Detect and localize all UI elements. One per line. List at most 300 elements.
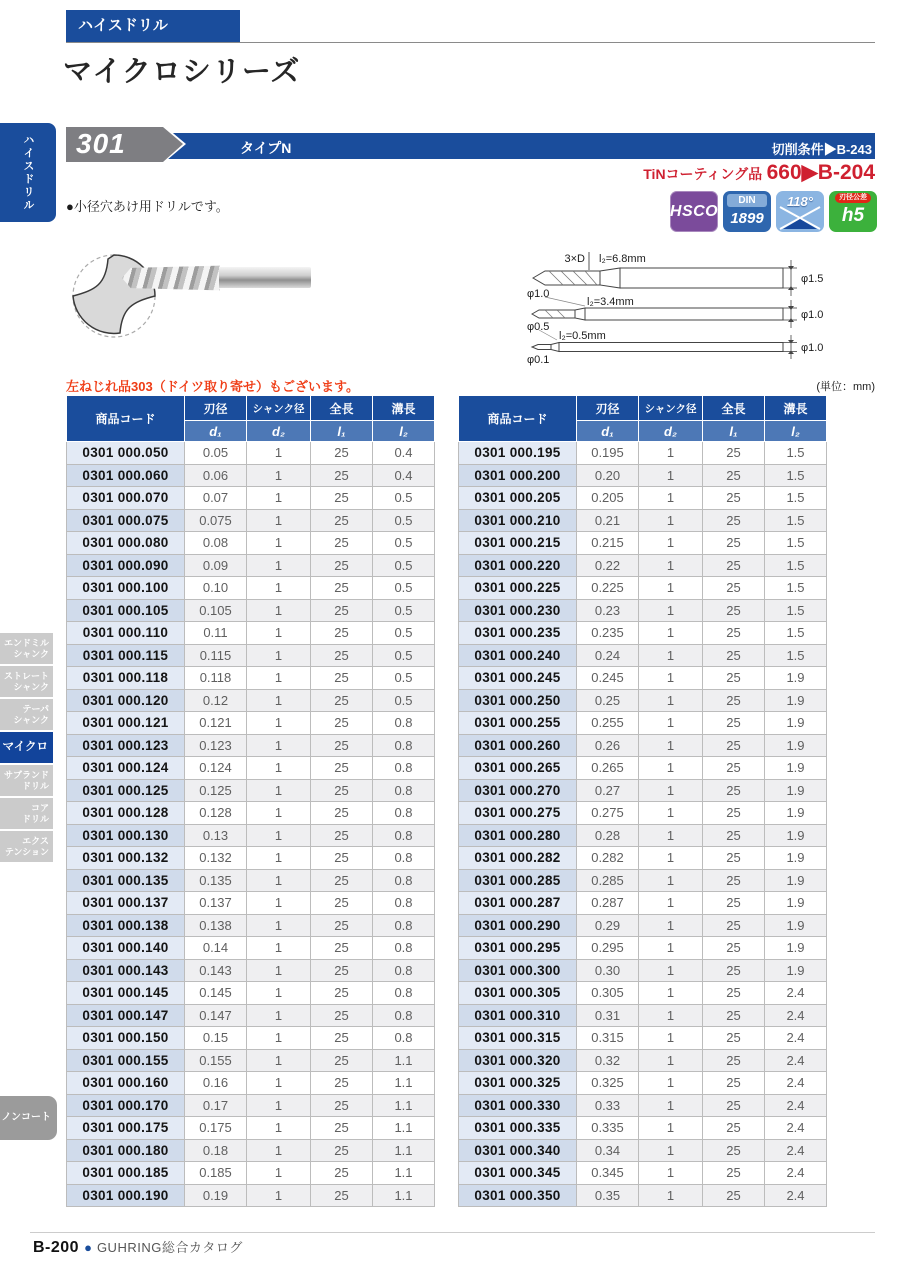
value-cell: 0.8 bbox=[373, 914, 435, 937]
value-cell: 0.132 bbox=[185, 847, 247, 870]
spec-table-right bbox=[458, 395, 827, 1207]
table-row bbox=[67, 1162, 435, 1185]
value-cell: 25 bbox=[311, 1049, 373, 1072]
left-hand-note: 左ねじれ品303（ドイツ取り寄せ）もございます。 bbox=[66, 379, 360, 394]
value-cell: 25 bbox=[311, 667, 373, 690]
spec-badges bbox=[670, 191, 877, 232]
value-cell: 0.19 bbox=[185, 1184, 247, 1207]
value-cell: 0.305 bbox=[577, 982, 639, 1005]
value-cell: 1.9 bbox=[765, 779, 827, 802]
product-code-cell: 0301 000.170 bbox=[67, 1094, 185, 1117]
value-cell: 2.4 bbox=[765, 1117, 827, 1140]
value-cell: 25 bbox=[311, 464, 373, 487]
table-row bbox=[67, 734, 435, 757]
value-cell: 2.4 bbox=[765, 1184, 827, 1207]
col-header-diameter: 刃径 bbox=[185, 396, 247, 421]
col-symbol-d2: d₂ bbox=[247, 421, 311, 442]
table-row bbox=[67, 554, 435, 577]
value-cell: 0.8 bbox=[373, 869, 435, 892]
footer-catalog-name: GUHRING総合カタログ bbox=[96, 1240, 243, 1255]
table-row bbox=[459, 667, 827, 690]
value-cell: 1 bbox=[247, 442, 311, 465]
value-cell: 25 bbox=[703, 1184, 765, 1207]
diagram-row1-dia-left: φ1.0 bbox=[527, 288, 550, 300]
table-row bbox=[459, 734, 827, 757]
value-cell: 1 bbox=[247, 892, 311, 915]
col-header-flute-length: 溝長 bbox=[765, 396, 827, 421]
value-cell: 0.27 bbox=[577, 779, 639, 802]
value-cell: 25 bbox=[703, 532, 765, 555]
value-cell: 1 bbox=[247, 554, 311, 577]
table-row bbox=[459, 1027, 827, 1050]
value-cell: 1 bbox=[247, 622, 311, 645]
product-code-cell: 0301 000.305 bbox=[459, 982, 577, 1005]
table-row bbox=[67, 577, 435, 600]
sidebar-item-label: ドリル bbox=[21, 780, 49, 791]
value-cell: 25 bbox=[311, 1027, 373, 1050]
sidebar-tab-hss-drill: ハイスドリル bbox=[0, 123, 56, 222]
value-cell: 25 bbox=[311, 959, 373, 982]
value-cell: 0.8 bbox=[373, 847, 435, 870]
footer-rule bbox=[30, 1232, 875, 1233]
product-code-cell: 0301 000.138 bbox=[67, 914, 185, 937]
value-cell: 2.4 bbox=[765, 1139, 827, 1162]
value-cell: 1.5 bbox=[765, 464, 827, 487]
value-cell: 1.1 bbox=[373, 1117, 435, 1140]
sidebar-item-straight-shank bbox=[0, 666, 53, 697]
value-cell: 0.5 bbox=[373, 554, 435, 577]
value-cell: 0.05 bbox=[185, 442, 247, 465]
value-cell: 1 bbox=[639, 1027, 703, 1050]
value-cell: 25 bbox=[703, 757, 765, 780]
cutting-conditions-ref: 切削条件▶B-243 bbox=[771, 142, 872, 157]
footer-page-number: B-200 bbox=[33, 1239, 80, 1256]
value-cell: 1 bbox=[247, 1162, 311, 1185]
footer bbox=[33, 1237, 243, 1257]
table-row bbox=[67, 644, 435, 667]
value-cell: 25 bbox=[703, 892, 765, 915]
product-code-cell: 0301 000.185 bbox=[67, 1162, 185, 1185]
table-row bbox=[459, 959, 827, 982]
table-row bbox=[67, 712, 435, 735]
value-cell: 0.07 bbox=[185, 487, 247, 510]
value-cell: 25 bbox=[311, 1004, 373, 1027]
product-code-cell: 0301 000.215 bbox=[459, 532, 577, 555]
product-code-cell: 0301 000.090 bbox=[67, 554, 185, 577]
sidebar-item-label: マイクロ bbox=[2, 741, 48, 753]
value-cell: 25 bbox=[703, 779, 765, 802]
value-cell: 25 bbox=[703, 959, 765, 982]
value-cell: 1 bbox=[247, 847, 311, 870]
product-code-cell: 0301 000.150 bbox=[67, 1027, 185, 1050]
table-row bbox=[459, 599, 827, 622]
table-row bbox=[459, 847, 827, 870]
value-cell: 25 bbox=[311, 1162, 373, 1185]
value-cell: 1 bbox=[639, 442, 703, 465]
value-cell: 1.9 bbox=[765, 892, 827, 915]
value-cell: 25 bbox=[311, 824, 373, 847]
value-cell: 1 bbox=[639, 1139, 703, 1162]
value-cell: 1.9 bbox=[765, 689, 827, 712]
tin-coating-note bbox=[643, 160, 875, 185]
sidebar-item-noncoat: ノンコート bbox=[0, 1096, 57, 1140]
din-1899-icon bbox=[723, 191, 771, 232]
value-cell: 0.33 bbox=[577, 1094, 639, 1117]
din-label: DIN bbox=[727, 194, 767, 207]
value-cell: 0.115 bbox=[185, 644, 247, 667]
value-cell: 1 bbox=[247, 487, 311, 510]
product-code-cell: 0301 000.310 bbox=[459, 1004, 577, 1027]
table-row bbox=[459, 464, 827, 487]
value-cell: 0.8 bbox=[373, 892, 435, 915]
table-row bbox=[459, 937, 827, 960]
product-code-cell: 0301 000.340 bbox=[459, 1139, 577, 1162]
table-row bbox=[459, 442, 827, 465]
value-cell: 1 bbox=[639, 869, 703, 892]
product-code-cell: 0301 000.080 bbox=[67, 532, 185, 555]
value-cell: 0.16 bbox=[185, 1072, 247, 1095]
value-cell: 1 bbox=[247, 1072, 311, 1095]
table-row bbox=[67, 487, 435, 510]
table-row bbox=[67, 1004, 435, 1027]
table-row bbox=[459, 1072, 827, 1095]
value-cell: 1.9 bbox=[765, 937, 827, 960]
product-code-cell: 0301 000.255 bbox=[459, 712, 577, 735]
value-cell: 0.175 bbox=[185, 1117, 247, 1140]
product-code-cell: 0301 000.140 bbox=[67, 937, 185, 960]
table-row bbox=[67, 1027, 435, 1050]
table-row bbox=[67, 599, 435, 622]
value-cell: 25 bbox=[703, 577, 765, 600]
value-cell: 1 bbox=[247, 734, 311, 757]
tolerance-label: 刃径公差 bbox=[835, 193, 871, 203]
value-cell: 1 bbox=[247, 959, 311, 982]
value-cell: 1.1 bbox=[373, 1184, 435, 1207]
value-cell: 0.185 bbox=[185, 1162, 247, 1185]
col-symbol-l1: l₁ bbox=[311, 421, 373, 442]
value-cell: 1.9 bbox=[765, 914, 827, 937]
value-cell: 1 bbox=[639, 667, 703, 690]
diagram-row3-dia-right: φ1.0 bbox=[801, 342, 824, 354]
value-cell: 0.26 bbox=[577, 734, 639, 757]
value-cell: 2.4 bbox=[765, 1027, 827, 1050]
value-cell: 25 bbox=[703, 982, 765, 1005]
sidebar-item-label: テンション bbox=[4, 846, 49, 857]
diagram-row2-dia-right: φ1.0 bbox=[801, 309, 824, 321]
value-cell: 0.5 bbox=[373, 509, 435, 532]
hsco-material-icon: HSCO bbox=[670, 191, 718, 232]
value-cell: 25 bbox=[311, 847, 373, 870]
value-cell: 1 bbox=[639, 1117, 703, 1140]
diagram-row2-flute-length: l₂=3.4mm bbox=[587, 296, 634, 308]
value-cell: 0.5 bbox=[373, 622, 435, 645]
value-cell: 0.8 bbox=[373, 712, 435, 735]
table-row bbox=[459, 892, 827, 915]
sidebar-item-label: エンドミル bbox=[3, 638, 49, 648]
value-cell: 1.1 bbox=[373, 1139, 435, 1162]
table-row bbox=[67, 1094, 435, 1117]
diagram-row1-dia-right: φ1.5 bbox=[801, 273, 824, 285]
value-cell: 1 bbox=[247, 1004, 311, 1027]
value-cell: 0.145 bbox=[185, 982, 247, 1005]
product-code-cell: 0301 000.121 bbox=[67, 712, 185, 735]
value-cell: 0.8 bbox=[373, 802, 435, 825]
product-code-cell: 0301 000.175 bbox=[67, 1117, 185, 1140]
value-cell: 25 bbox=[703, 599, 765, 622]
value-cell: 1 bbox=[639, 1094, 703, 1117]
value-cell: 25 bbox=[703, 1162, 765, 1185]
value-cell: 1.5 bbox=[765, 644, 827, 667]
value-cell: 1 bbox=[639, 1004, 703, 1027]
value-cell: 1 bbox=[247, 1184, 311, 1207]
value-cell: 1 bbox=[247, 1139, 311, 1162]
value-cell: 25 bbox=[703, 487, 765, 510]
value-cell: 25 bbox=[703, 847, 765, 870]
table-row bbox=[67, 1184, 435, 1207]
value-cell: 1 bbox=[639, 689, 703, 712]
product-code-cell: 0301 000.205 bbox=[459, 487, 577, 510]
tin-coating-ref: 660▶B-204 bbox=[766, 161, 875, 184]
product-code-cell: 0301 000.325 bbox=[459, 1072, 577, 1095]
table-row bbox=[67, 982, 435, 1005]
product-code-cell: 0301 000.195 bbox=[459, 442, 577, 465]
value-cell: 1 bbox=[639, 599, 703, 622]
product-code-cell: 0301 000.160 bbox=[67, 1072, 185, 1095]
series-type-label: タイプN bbox=[240, 140, 292, 156]
sidebar-item-label: コア bbox=[30, 803, 49, 813]
value-cell: 1 bbox=[247, 532, 311, 555]
value-cell: 0.315 bbox=[577, 1027, 639, 1050]
sidebar-item-extension bbox=[0, 831, 53, 862]
value-cell: 0.29 bbox=[577, 914, 639, 937]
table-row bbox=[459, 779, 827, 802]
value-cell: 25 bbox=[703, 509, 765, 532]
value-cell: 1.5 bbox=[765, 622, 827, 645]
value-cell: 1.9 bbox=[765, 757, 827, 780]
table-row bbox=[67, 689, 435, 712]
table-row bbox=[459, 532, 827, 555]
table-row bbox=[459, 644, 827, 667]
value-cell: 0.4 bbox=[373, 464, 435, 487]
value-cell: 1 bbox=[639, 644, 703, 667]
product-code-cell: 0301 000.132 bbox=[67, 847, 185, 870]
sidebar-item-taper-shank bbox=[0, 699, 53, 730]
value-cell: 0.10 bbox=[185, 577, 247, 600]
product-code-cell: 0301 000.335 bbox=[459, 1117, 577, 1140]
value-cell: 0.295 bbox=[577, 937, 639, 960]
value-cell: 2.4 bbox=[765, 982, 827, 1005]
value-cell: 1 bbox=[247, 869, 311, 892]
sidebar-nav-group bbox=[0, 633, 53, 864]
col-symbol-l2: l₂ bbox=[765, 421, 827, 442]
value-cell: 25 bbox=[311, 757, 373, 780]
drill-cross-section-icon bbox=[70, 252, 158, 340]
value-cell: 25 bbox=[311, 599, 373, 622]
product-code-cell: 0301 000.240 bbox=[459, 644, 577, 667]
product-code-cell: 0301 000.320 bbox=[459, 1049, 577, 1072]
value-cell: 0.128 bbox=[185, 802, 247, 825]
col-header-flute-length: 溝長 bbox=[373, 396, 435, 421]
value-cell: 1 bbox=[247, 644, 311, 667]
value-cell: 1 bbox=[247, 509, 311, 532]
value-cell: 0.5 bbox=[373, 599, 435, 622]
value-cell: 25 bbox=[311, 1094, 373, 1117]
value-cell: 0.25 bbox=[577, 689, 639, 712]
value-cell: 1.9 bbox=[765, 869, 827, 892]
value-cell: 1.1 bbox=[373, 1049, 435, 1072]
value-cell: 1 bbox=[247, 577, 311, 600]
product-code-cell: 0301 000.190 bbox=[67, 1184, 185, 1207]
sidebar-item-micro-active bbox=[0, 732, 53, 763]
diagram-scale-label: 3×D bbox=[564, 253, 585, 265]
value-cell: 25 bbox=[311, 914, 373, 937]
tolerance-value: h5 bbox=[841, 205, 865, 226]
table-row bbox=[459, 1139, 827, 1162]
value-cell: 25 bbox=[703, 1027, 765, 1050]
value-cell: 0.20 bbox=[577, 464, 639, 487]
value-cell: 25 bbox=[703, 1072, 765, 1095]
table-row bbox=[67, 667, 435, 690]
product-code-cell: 0301 000.180 bbox=[67, 1139, 185, 1162]
value-cell: 1 bbox=[247, 914, 311, 937]
tin-coating-label: TiNコーティング品 bbox=[643, 166, 763, 182]
page-title: マイクロシリーズ bbox=[63, 56, 301, 88]
table-row bbox=[459, 509, 827, 532]
value-cell: 0.8 bbox=[373, 937, 435, 960]
product-code-cell: 0301 000.295 bbox=[459, 937, 577, 960]
value-cell: 0.8 bbox=[373, 959, 435, 982]
product-code-cell: 0301 000.270 bbox=[459, 779, 577, 802]
value-cell: 0.8 bbox=[373, 982, 435, 1005]
value-cell: 25 bbox=[311, 689, 373, 712]
value-cell: 25 bbox=[703, 442, 765, 465]
value-cell: 1.1 bbox=[373, 1094, 435, 1117]
product-code-cell: 0301 000.265 bbox=[459, 757, 577, 780]
product-code-cell: 0301 000.145 bbox=[67, 982, 185, 1005]
table-row bbox=[459, 1117, 827, 1140]
series-number-box: 301 bbox=[66, 127, 163, 162]
table-row bbox=[459, 824, 827, 847]
value-cell: 0.125 bbox=[185, 779, 247, 802]
value-cell: 25 bbox=[703, 689, 765, 712]
value-cell: 1 bbox=[247, 689, 311, 712]
value-cell: 25 bbox=[311, 622, 373, 645]
table-row bbox=[459, 1049, 827, 1072]
value-cell: 0.09 bbox=[185, 554, 247, 577]
value-cell: 1.5 bbox=[765, 509, 827, 532]
table-row bbox=[459, 577, 827, 600]
value-cell: 0.123 bbox=[185, 734, 247, 757]
value-cell: 2.4 bbox=[765, 1162, 827, 1185]
value-cell: 0.35 bbox=[577, 1184, 639, 1207]
col-symbol-l2: l₂ bbox=[373, 421, 435, 442]
value-cell: 0.8 bbox=[373, 1027, 435, 1050]
diagram-row2-dia-left: φ0.5 bbox=[527, 321, 550, 333]
product-code-cell: 0301 000.260 bbox=[459, 734, 577, 757]
value-cell: 25 bbox=[703, 1004, 765, 1027]
footer-bullet-icon: ● bbox=[84, 1240, 92, 1255]
table-row bbox=[67, 914, 435, 937]
value-cell: 1 bbox=[639, 554, 703, 577]
table-row bbox=[459, 712, 827, 735]
value-cell: 25 bbox=[703, 914, 765, 937]
value-cell: 1.5 bbox=[765, 532, 827, 555]
product-code-cell: 0301 000.275 bbox=[459, 802, 577, 825]
col-symbol-d1: d₁ bbox=[577, 421, 639, 442]
table-row bbox=[67, 959, 435, 982]
product-code-cell: 0301 000.245 bbox=[459, 667, 577, 690]
value-cell: 1 bbox=[639, 532, 703, 555]
value-cell: 1.9 bbox=[765, 734, 827, 757]
point-angle-118-icon bbox=[776, 191, 824, 232]
product-code-cell: 0301 000.128 bbox=[67, 802, 185, 825]
product-code-cell: 0301 000.235 bbox=[459, 622, 577, 645]
product-code-cell: 0301 000.315 bbox=[459, 1027, 577, 1050]
value-cell: 1 bbox=[247, 1027, 311, 1050]
value-cell: 25 bbox=[311, 1139, 373, 1162]
value-cell: 1 bbox=[639, 757, 703, 780]
table-row bbox=[67, 869, 435, 892]
product-code-cell: 0301 000.070 bbox=[67, 487, 185, 510]
product-code-cell: 0301 000.300 bbox=[459, 959, 577, 982]
value-cell: 1.5 bbox=[765, 554, 827, 577]
value-cell: 0.15 bbox=[185, 1027, 247, 1050]
col-symbol-d2: d₂ bbox=[639, 421, 703, 442]
col-symbol-l1: l₁ bbox=[703, 421, 765, 442]
table-row bbox=[67, 442, 435, 465]
value-cell: 1.9 bbox=[765, 847, 827, 870]
table-row bbox=[459, 1004, 827, 1027]
value-cell: 1 bbox=[639, 464, 703, 487]
table-row bbox=[67, 532, 435, 555]
value-cell: 1.5 bbox=[765, 487, 827, 510]
value-cell: 0.17 bbox=[185, 1094, 247, 1117]
table-row bbox=[459, 554, 827, 577]
value-cell: 1 bbox=[639, 802, 703, 825]
value-cell: 0.5 bbox=[373, 577, 435, 600]
value-cell: 1 bbox=[247, 937, 311, 960]
value-cell: 0.075 bbox=[185, 509, 247, 532]
value-cell: 0.12 bbox=[185, 689, 247, 712]
value-cell: 25 bbox=[311, 509, 373, 532]
product-code-cell: 0301 000.105 bbox=[67, 599, 185, 622]
value-cell: 25 bbox=[311, 442, 373, 465]
value-cell: 25 bbox=[703, 1139, 765, 1162]
sidebar-item-endmill-shank bbox=[0, 633, 53, 664]
table-row bbox=[459, 487, 827, 510]
value-cell: 1 bbox=[639, 1072, 703, 1095]
table-row bbox=[67, 1139, 435, 1162]
table-row bbox=[67, 757, 435, 780]
sidebar-item-label: テーパ bbox=[22, 704, 49, 714]
value-cell: 25 bbox=[703, 1117, 765, 1140]
product-code-cell: 0301 000.225 bbox=[459, 577, 577, 600]
value-cell: 1.9 bbox=[765, 959, 827, 982]
value-cell: 1 bbox=[639, 892, 703, 915]
dimension-diagram bbox=[525, 250, 900, 368]
value-cell: 0.345 bbox=[577, 1162, 639, 1185]
table-row bbox=[67, 1117, 435, 1140]
product-code-cell: 0301 000.115 bbox=[67, 644, 185, 667]
value-cell: 2.4 bbox=[765, 1004, 827, 1027]
value-cell: 25 bbox=[703, 824, 765, 847]
value-cell: 25 bbox=[703, 622, 765, 645]
table-row bbox=[459, 1162, 827, 1185]
product-code-cell: 0301 000.282 bbox=[459, 847, 577, 870]
product-code-cell: 0301 000.350 bbox=[459, 1184, 577, 1207]
table-row bbox=[459, 689, 827, 712]
col-header-shank: シャンク径 bbox=[639, 396, 703, 421]
